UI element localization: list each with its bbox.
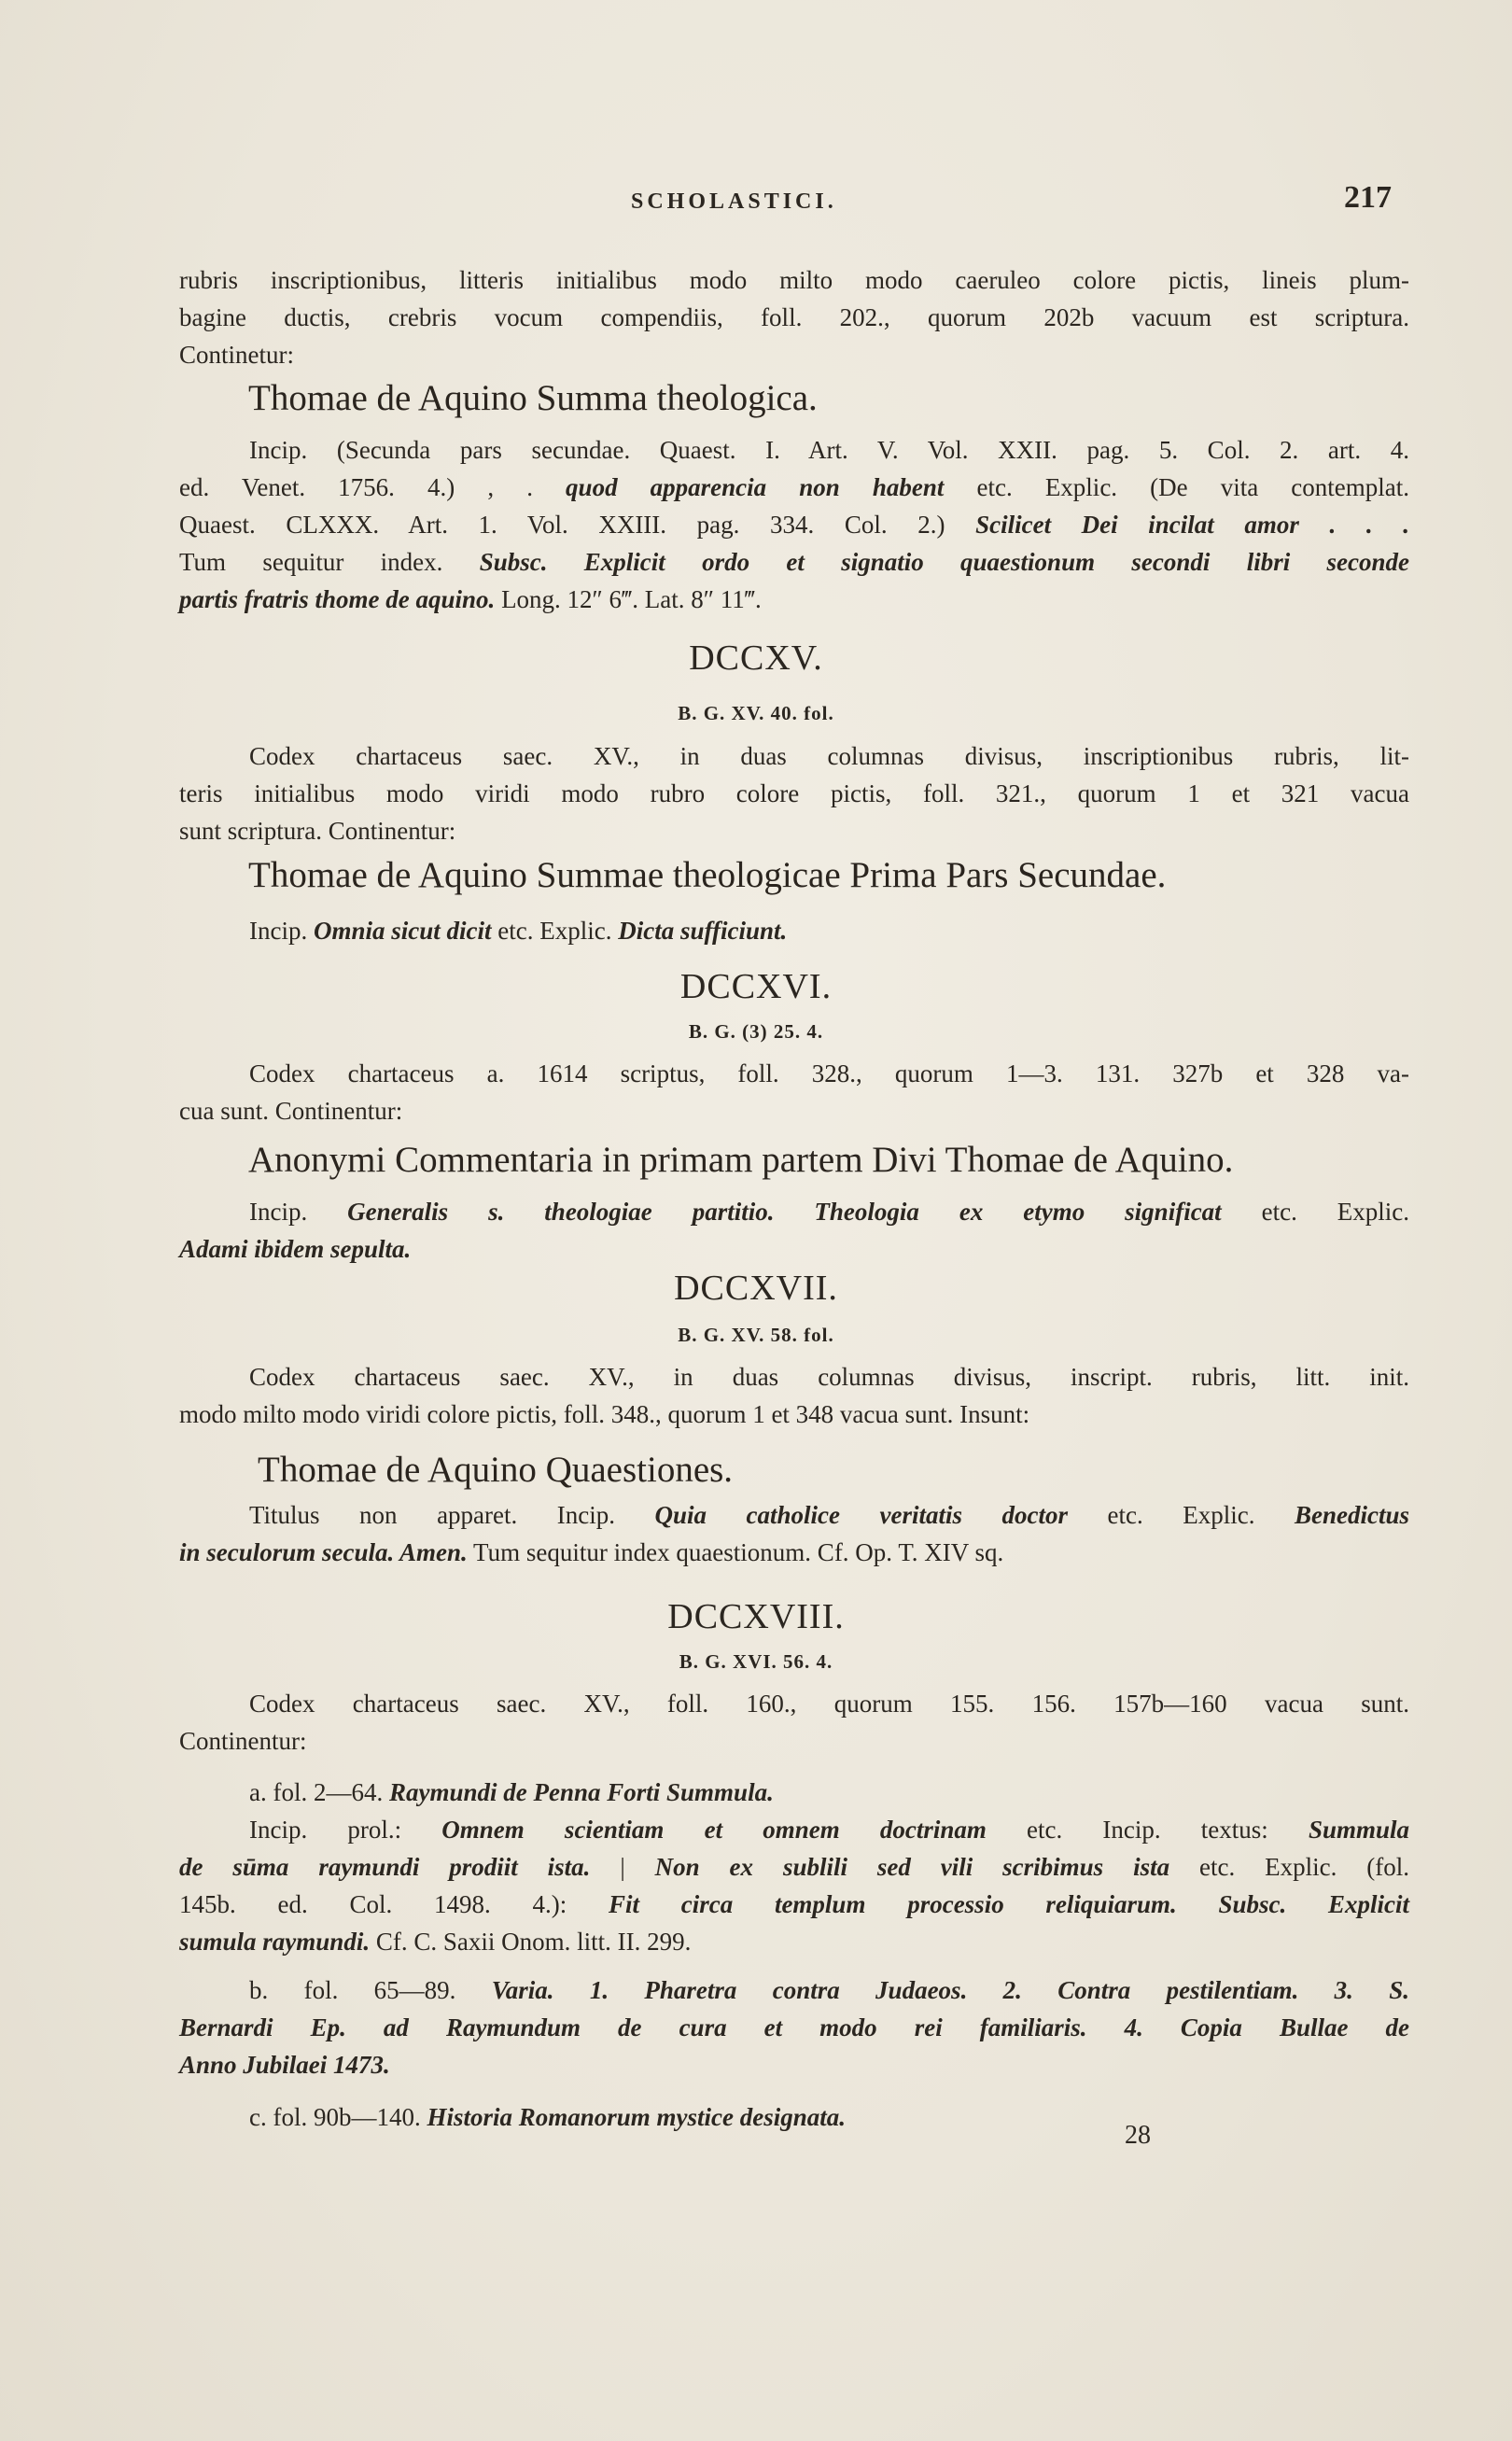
work-title: Thomae de Aquino Summae theologicae Prima Pars Secundae. <box>248 855 1167 895</box>
text-line <box>179 1923 1409 1960</box>
shelfmark: B. G. XV. 40. fol. <box>678 702 834 724</box>
italic-text: Omnem scientiam et omnem doctrinam <box>441 1816 987 1844</box>
text: Incip. (Secunda pars secundae. Quaest. I. Art. V. Vol. XXII. pag. 5. Col. 2. art. 4. <box>249 436 1409 464</box>
text: a. fol. 2—64. <box>249 1778 389 1806</box>
text: rubris inscriptionibus, litteris initialibus modo milto modo caeruleo colore pictis, lineis plum- <box>179 266 1409 294</box>
codex-description <box>179 737 1409 849</box>
italic-text: Historia Romanorum mystice designata. <box>427 2103 847 2131</box>
text-line <box>179 1193 1409 1230</box>
text-line <box>179 1722 1409 1760</box>
text: Incip. <box>249 917 314 945</box>
incipit-paragraph <box>179 1496 1409 1571</box>
text: Codex chartaceus saec. XV., in duas columnas divisus, inscriptionibus rubris, lit- <box>249 742 1409 770</box>
text-line <box>179 2009 1409 2046</box>
italic-text: quod apparencia non habent <box>566 473 945 501</box>
text-line <box>179 1774 1409 1811</box>
italic-text: Benedictus <box>1294 1501 1409 1529</box>
text: etc. Explic. <box>1221 1198 1410 1226</box>
text: | <box>590 1853 655 1881</box>
text: bagine ductis, crebris vocum compendiis, foll. 202., quorum 202b vacuum est scriptura. <box>179 303 1409 331</box>
codex-description <box>179 1055 1409 1129</box>
text: Long. 12″ 6‴. Lat. 8″ 11‴. <box>495 585 762 613</box>
text: etc. Explic. (De vita contemplat. <box>944 473 1410 501</box>
text-line <box>179 581 1409 618</box>
text: Tum sequitur index quaestionum. Cf. Op. T. XIV sq. <box>467 1538 1004 1566</box>
italic-text: sumula raymundi. <box>179 1928 371 1956</box>
text: etc. Explic. (fol. <box>1169 1853 1410 1881</box>
codex-number: DCCXVI. <box>679 967 833 1006</box>
work-title: Thomae de Aquino Summa theologica. <box>248 378 818 418</box>
italic-text: Varia. 1. Pharetra contra Judaeos. 2. Contra pestilentiam. 3. S. <box>491 1976 1409 2004</box>
text: Codex chartaceus saec. XV., foll. 160., quorum 155. 156. 157b—160 vacua sunt. <box>249 1690 1409 1718</box>
text: cua sunt. Continentur: <box>179 1097 403 1125</box>
text-line <box>179 1971 1409 2009</box>
text: b. fol. 65—89. <box>249 1976 492 2004</box>
text-line <box>179 2046 1409 2083</box>
codex-description <box>179 1358 1409 1433</box>
shelfmark: B. G. (3) 25. 4. <box>688 1020 824 1043</box>
text: sunt scriptura. Continentur: <box>179 817 456 845</box>
incipit-paragraph <box>179 431 1409 618</box>
text-line <box>179 1848 1409 1886</box>
text-line <box>179 1886 1409 1923</box>
incipit-paragraph <box>179 1193 1409 1268</box>
codex-description <box>179 1685 1409 1760</box>
italic-text: partis fratris thome de aquino. <box>179 585 496 613</box>
text: c. fol. 90b—140. <box>249 2103 427 2131</box>
paragraph-continuation <box>179 261 1409 373</box>
shelfmark: B. G. XV. 58. fol. <box>678 1324 834 1346</box>
text-line <box>179 336 1409 373</box>
shelfmark: B. G. XVI. 56. 4. <box>679 1650 833 1673</box>
text: etc. Explic. <box>1068 1501 1295 1529</box>
text-line <box>179 1358 1409 1396</box>
text-line <box>179 1811 1409 1848</box>
contents-item-b <box>179 1971 1409 2083</box>
text: 145b. ed. Col. 1498. 4.): <box>179 1890 609 1918</box>
incipit-paragraph <box>179 912 1409 949</box>
page-number: 217 <box>1344 180 1392 215</box>
text: Titulus non apparet. Incip. <box>249 1501 655 1529</box>
text: etc. Explic. <box>491 917 619 945</box>
text: Incip. prol.: <box>249 1816 442 1844</box>
italic-text: Omnia sicut dicit <box>313 917 492 945</box>
text-line <box>179 299 1409 336</box>
text: Continentur: <box>179 1727 307 1755</box>
italic-text: in seculorum secula. Amen. <box>179 1538 468 1566</box>
italic-text: Subsc. Explicit ordo et signatio quaestionum secondi libri seconde <box>479 548 1409 576</box>
italic-text: Anno Jubilaei 1473. <box>179 2051 390 2079</box>
text: Continetur: <box>179 341 294 369</box>
italic-text: Fit circa templum processio reliquiarum. Subsc. Explicit <box>608 1890 1409 1918</box>
italic-text: Raymundi de Penna Forti Summula. <box>388 1778 774 1806</box>
text-line <box>179 912 1409 949</box>
running-head: SCHOLASTICI. <box>631 189 837 214</box>
text-line <box>179 1534 1409 1571</box>
text-line <box>179 431 1409 469</box>
text-line <box>179 737 1409 775</box>
text: teris initialibus modo viridi modo rubro colore pictis, foll. 321., quorum 1 et 321 vacua <box>179 779 1409 807</box>
italic-text: Bernardi Ep. ad Raymundum de cura et modo rei familiaris. 4. Copia Bullae de <box>179 2013 1409 2041</box>
italic-text: Summula <box>1308 1816 1409 1844</box>
contents-item-a-incipit <box>179 1811 1409 1960</box>
work-title: Anonymi Commentaria in primam partem Divi Thomae de Aquino. <box>248 1140 1234 1180</box>
text: Codex chartaceus a. 1614 scriptus, foll. 328., quorum 1—3. 131. 327b et 328 va- <box>249 1059 1409 1087</box>
text-line <box>179 506 1409 543</box>
text-line <box>179 1396 1409 1433</box>
text-line <box>179 543 1409 581</box>
italic-text: Scilicet Dei incilat amor . . . <box>975 511 1409 539</box>
text-line <box>179 1685 1409 1722</box>
codex-number: DCCXVIII. <box>667 1597 845 1636</box>
text: etc. Incip. textus: <box>986 1816 1309 1844</box>
italic-text: Non ex sublili sed vili scribimus ista <box>654 1853 1170 1881</box>
text: modo milto modo viridi colore pictis, foll. 348., quorum 1 et 348 vacua sunt. Insunt: <box>179 1400 1030 1428</box>
text: Tum sequitur index. <box>179 548 480 576</box>
text-line <box>179 1055 1409 1092</box>
text-line <box>179 469 1409 506</box>
text: Quaest. CLXXX. Art. 1. Vol. XXIII. pag. 334. Col. 2.) <box>179 511 976 539</box>
codex-number: DCCXV. <box>689 638 823 678</box>
text: Cf. C. Saxii Onom. litt. II. 299. <box>370 1928 692 1956</box>
text-line <box>179 261 1409 299</box>
text-line <box>179 1496 1409 1534</box>
text-line <box>179 2098 1409 2136</box>
italic-text: de sūma raymundi prodiit ista. <box>179 1853 591 1881</box>
codex-number: DCCXVII. <box>674 1269 838 1308</box>
italic-text: Quia catholice veritatis doctor <box>654 1501 1069 1529</box>
text-line <box>179 812 1409 849</box>
italic-text: Generalis s. theologiae partitio. Theologia ex etymo significat <box>347 1198 1222 1226</box>
signature-mark: 28 <box>1125 2121 1151 2150</box>
text-line <box>179 775 1409 812</box>
text: Incip. <box>249 1198 348 1226</box>
contents-item-a <box>179 1774 1409 1811</box>
italic-text: Dicta sufficiunt. <box>618 917 788 945</box>
text-line <box>179 1230 1409 1268</box>
italic-text: Adami ibidem sepulta. <box>179 1235 412 1263</box>
text: Codex chartaceus saec. XV., in duas columnas divisus, inscript. rubris, litt. init. <box>249 1363 1409 1391</box>
work-title: Thomae de Aquino Quaestiones. <box>258 1450 734 1490</box>
contents-item-c <box>179 2098 1409 2136</box>
text-line <box>179 1092 1409 1129</box>
text: ed. Venet. 1756. 4.) , . <box>179 473 567 501</box>
